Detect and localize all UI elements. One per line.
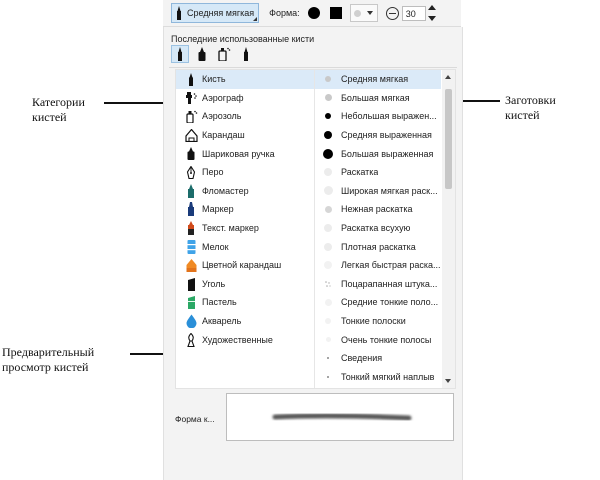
- spin-up-icon[interactable]: [428, 5, 436, 10]
- nib-preview-icon: [321, 168, 335, 176]
- category-label: Шариковая ручка: [202, 148, 275, 159]
- category-item[interactable]: [176, 182, 314, 201]
- nib-preview-icon: [321, 337, 335, 342]
- nib-preview-icon: [321, 318, 335, 324]
- category-label: Текст. маркер: [202, 223, 259, 234]
- nib-preview-icon: [321, 280, 335, 288]
- preset-label: Сведения: [341, 353, 383, 364]
- preset-item[interactable]: [315, 312, 441, 331]
- brush-size-icon: [386, 7, 399, 20]
- preset-item[interactable]: [315, 368, 441, 387]
- separator: [169, 67, 457, 68]
- preset-label: Раскатка всухую: [341, 223, 411, 234]
- brush-picker-label: Средняя мягкая: [187, 8, 255, 18]
- preset-label: Тонкий мягкий наплыв: [341, 371, 435, 382]
- preset-item[interactable]: [315, 293, 441, 312]
- nib-preview-icon: [321, 131, 335, 139]
- category-item[interactable]: [176, 256, 314, 275]
- preset-label: Небольшая выражен...: [341, 111, 437, 122]
- annotation-preview: Предварительный просмотр кистей: [2, 345, 95, 374]
- category-label: Мелок: [202, 241, 229, 252]
- chevron-down-icon: [367, 11, 373, 15]
- brush-icon: [242, 47, 250, 61]
- preset-label: Тонкие полоски: [341, 316, 406, 327]
- brush-icon: [175, 6, 183, 20]
- recent-brushes-label: Последние использованные кисти: [171, 34, 315, 44]
- category-item[interactable]: [176, 70, 314, 89]
- brush-icon: [176, 47, 184, 61]
- pencil-icon: [184, 129, 198, 142]
- marker-icon: [184, 202, 198, 216]
- recent-brushes-row: [171, 45, 259, 63]
- preset-label: Поцарапанная штука...: [341, 278, 438, 289]
- category-label: Пастель: [202, 297, 237, 308]
- recent-brush-1[interactable]: [171, 45, 189, 63]
- category-label: Маркер: [202, 204, 234, 215]
- aerosol-icon: [184, 110, 198, 123]
- category-label: Цветной карандаш: [202, 260, 282, 271]
- nib-preview-icon: [321, 357, 335, 359]
- preset-label: Средние тонкие поло...: [341, 297, 439, 308]
- property-bar: [163, 0, 461, 27]
- stroke-preview-graphic: [227, 394, 453, 440]
- preset-item[interactable]: [315, 182, 441, 201]
- recent-brush-2[interactable]: [193, 45, 211, 63]
- ballpoint-icon: [184, 147, 198, 160]
- round-shape-button[interactable]: [306, 5, 322, 21]
- recent-brush-3[interactable]: [215, 45, 233, 63]
- nib-preview-icon: [321, 261, 335, 269]
- preset-label: Средняя выраженная: [341, 130, 432, 141]
- preset-item[interactable]: [315, 256, 441, 275]
- nib-preview-icon: [321, 76, 335, 82]
- texture-dot-icon: [354, 10, 361, 17]
- circle-icon: [308, 7, 320, 19]
- square-icon: [330, 7, 342, 19]
- aerosol-icon: [217, 47, 231, 61]
- category-item[interactable]: [176, 144, 314, 163]
- recent-brush-4[interactable]: [237, 45, 255, 63]
- shape-label: Форма:: [269, 8, 300, 18]
- category-item[interactable]: [176, 107, 314, 126]
- preset-label: Большая выраженная: [341, 148, 434, 159]
- preset-item[interactable]: [315, 349, 441, 368]
- brush-preview: [226, 393, 454, 441]
- category-item[interactable]: [176, 275, 314, 294]
- preset-item[interactable]: [315, 89, 441, 108]
- preset-item[interactable]: [315, 126, 441, 145]
- highlighter-icon: [184, 221, 198, 235]
- nib-preview-icon: [321, 186, 335, 195]
- preview-label: Форма к...: [175, 414, 215, 424]
- watercolor-icon: [184, 314, 198, 328]
- category-label: Кисть: [202, 74, 226, 85]
- preset-item[interactable]: [315, 144, 441, 163]
- category-item[interactable]: [176, 163, 314, 182]
- category-list: [176, 70, 314, 349]
- preset-label: Большая мягкая: [341, 92, 410, 103]
- category-item[interactable]: [176, 293, 314, 312]
- category-item[interactable]: [176, 330, 314, 349]
- preset-item[interactable]: [315, 330, 441, 349]
- nib-preview-icon: [321, 299, 335, 306]
- pastel-icon: [184, 295, 198, 309]
- category-item[interactable]: [176, 200, 314, 219]
- category-item[interactable]: [176, 126, 314, 145]
- preset-item[interactable]: [315, 200, 441, 219]
- preset-label: Легкая быстрая раска...: [341, 260, 441, 271]
- category-item[interactable]: [176, 312, 314, 331]
- artistic-icon: [184, 333, 198, 347]
- brush-picker-button[interactable]: [171, 3, 259, 23]
- pen-nib-icon: [184, 166, 198, 179]
- crayon-icon: [184, 240, 198, 254]
- nib-preview-icon: [321, 376, 335, 378]
- nib-preview-icon: [321, 113, 335, 119]
- preset-label: Раскатка: [341, 167, 379, 178]
- ballpoint-icon: [197, 47, 207, 61]
- nib-preview-icon: [321, 149, 335, 159]
- category-item[interactable]: [176, 89, 314, 108]
- category-item[interactable]: [176, 237, 314, 256]
- category-label: Художественные: [202, 334, 273, 345]
- nib-preview-icon: [321, 94, 335, 101]
- preset-label: Нежная раскатка: [341, 204, 413, 215]
- preset-scrollbar[interactable]: [442, 70, 455, 388]
- category-label: Аэрограф: [202, 92, 244, 103]
- preset-list: [315, 70, 441, 386]
- scroll-down-icon[interactable]: [445, 379, 451, 383]
- category-item[interactable]: [176, 219, 314, 238]
- brush-icon: [184, 73, 198, 86]
- spin-down-icon[interactable]: [428, 16, 436, 21]
- preset-item[interactable]: [315, 219, 441, 238]
- category-label: Фломастер: [202, 185, 249, 196]
- nib-preview-icon: [321, 206, 335, 213]
- nib-preview-icon: [321, 243, 335, 251]
- scroll-thumb[interactable]: [445, 89, 452, 189]
- texture-dropdown[interactable]: [350, 4, 378, 22]
- square-shape-button[interactable]: [328, 5, 344, 21]
- category-label: Уголь: [202, 278, 226, 289]
- category-label: Акварель: [202, 316, 242, 327]
- preset-item[interactable]: [315, 163, 441, 182]
- brush-picker-panel: [163, 27, 463, 480]
- preset-item[interactable]: [315, 237, 441, 256]
- brush-size-input[interactable]: 30: [402, 6, 426, 21]
- colored-pencil-icon: [184, 259, 198, 272]
- preset-item[interactable]: [315, 70, 441, 89]
- felt-pen-icon: [184, 184, 198, 198]
- category-label: Карандаш: [202, 130, 245, 141]
- preset-label: Средняя мягкая: [341, 74, 409, 85]
- airbrush-icon: [184, 91, 198, 104]
- brush-lists: [175, 69, 456, 389]
- category-label: Перо: [202, 167, 224, 178]
- category-label: Аэрозоль: [202, 111, 242, 122]
- size-spinner[interactable]: [428, 5, 439, 21]
- charcoal-icon: [184, 277, 198, 291]
- annotation-presets: Заготовки кистей: [505, 93, 556, 122]
- preset-item[interactable]: [315, 275, 441, 294]
- dropdown-corner-icon: [253, 17, 257, 21]
- preset-label: Очень тонкие полосы: [341, 334, 432, 345]
- annotation-categories: Категории кистей: [32, 95, 85, 124]
- nib-preview-icon: [321, 224, 335, 232]
- preset-label: Широкая мягкая раск...: [341, 185, 438, 196]
- preset-label: Плотная раскатка: [341, 241, 416, 252]
- scroll-up-icon[interactable]: [445, 75, 451, 79]
- preset-item[interactable]: [315, 107, 441, 126]
- arrow-categories-line: [104, 102, 171, 104]
